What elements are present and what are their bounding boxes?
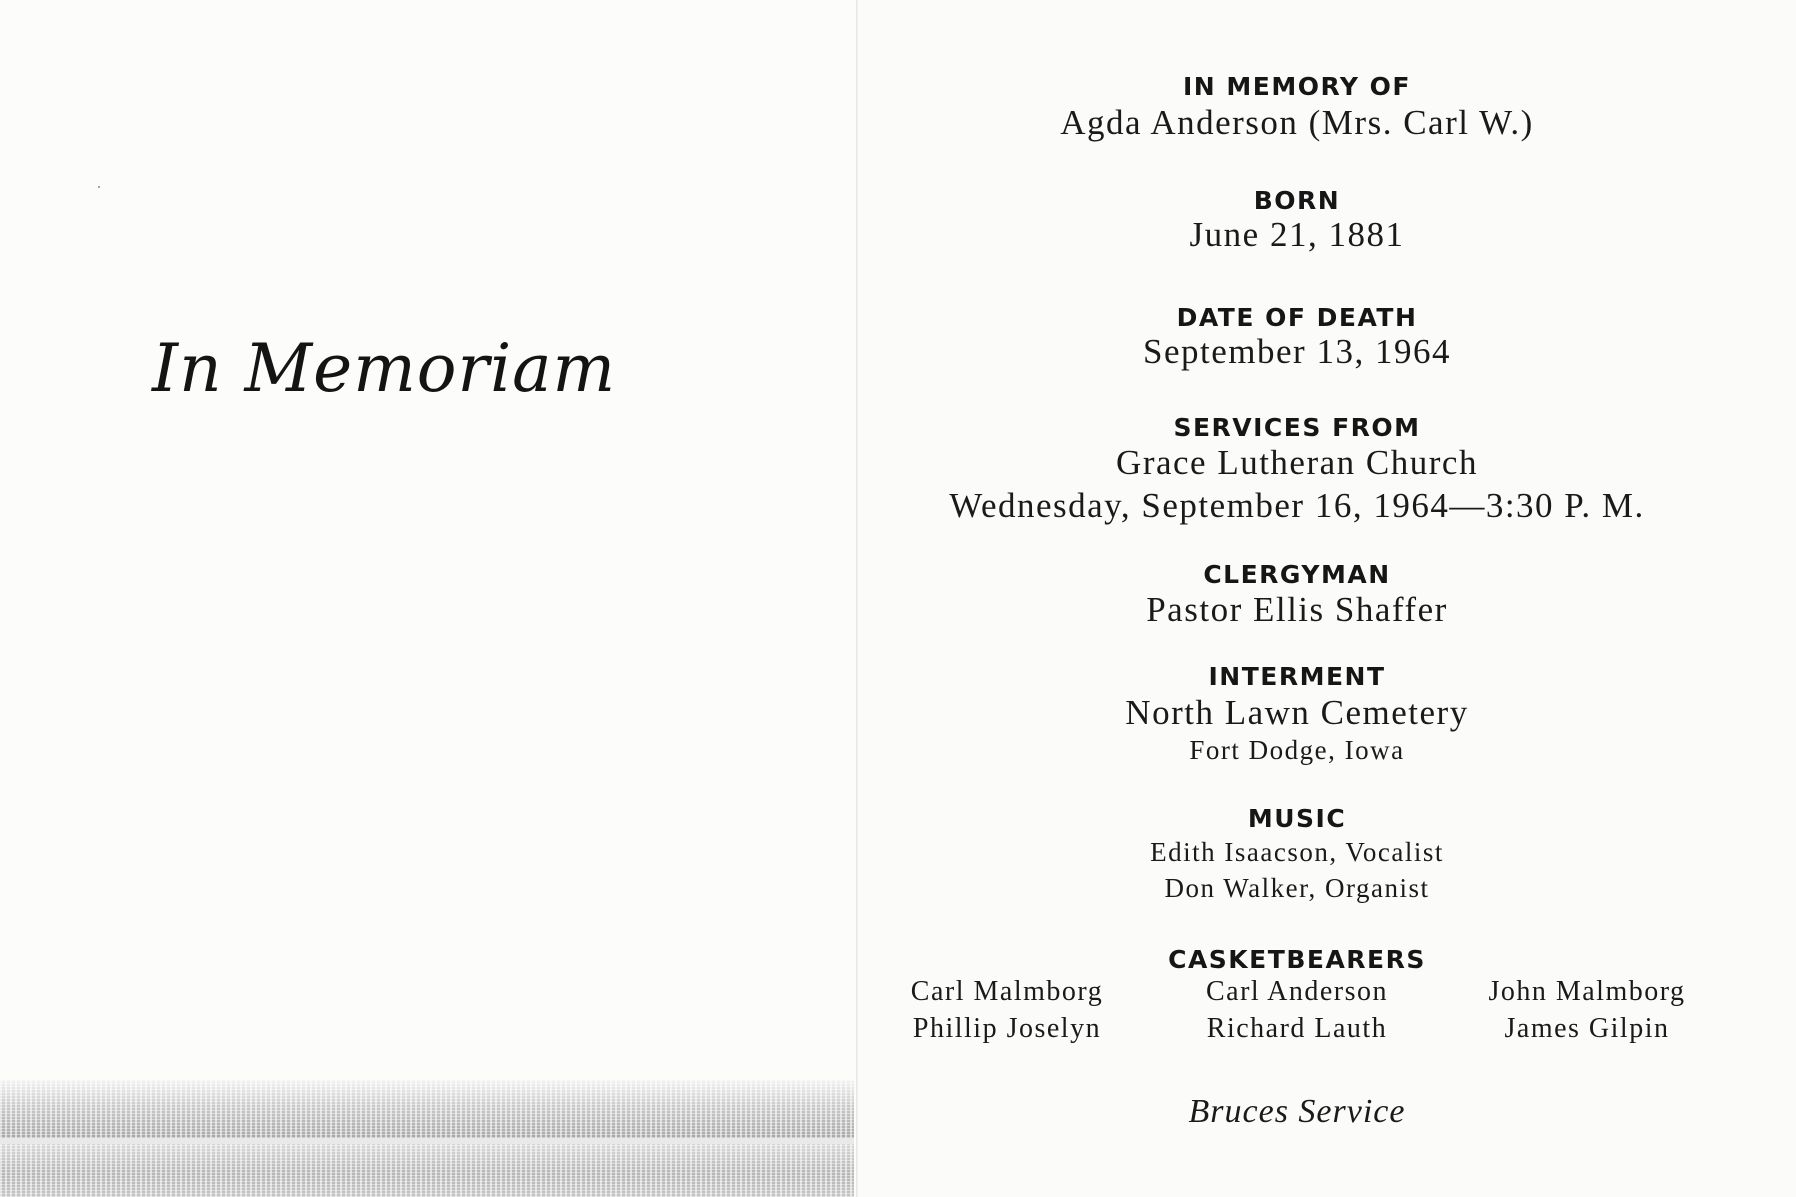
casketbearers-list-row-2 bbox=[862, 1013, 1732, 1045]
interment-cemetery: North Lawn Cemetery bbox=[1125, 693, 1469, 732]
casketbearers-heading: CASKETBEARERS bbox=[1168, 945, 1426, 974]
interment-heading: INTERMENT bbox=[1208, 662, 1386, 691]
casketbearer-name: Phillip Joselyn bbox=[912, 1013, 1102, 1044]
clergyman-name: Pastor Ellis Shaffer bbox=[1146, 590, 1448, 629]
casketbearer-name: Richard Lauth bbox=[1206, 1013, 1388, 1044]
casketbearer-name: James Gilpin bbox=[1504, 1013, 1670, 1044]
casketbearer-name: Carl Malmborg bbox=[910, 976, 1104, 1007]
music-vocalist: Edith Isaacson, Vocalist bbox=[1150, 837, 1444, 867]
fold-line bbox=[856, 0, 858, 1197]
in-memory-of-heading: IN MEMORY OF bbox=[1182, 72, 1412, 101]
service-datetime: Wednesday, September 16, 1964—3:30 P. M. bbox=[949, 486, 1645, 525]
death-date: September 13, 1964 bbox=[1143, 332, 1451, 371]
music-organist: Don Walker, Organist bbox=[1164, 873, 1430, 903]
program-panel bbox=[862, 0, 1796, 1197]
decorative-band-bottom bbox=[0, 1144, 854, 1197]
services-from-heading: SERVICES FROM bbox=[1173, 413, 1421, 442]
cover-panel bbox=[0, 0, 858, 1197]
born-heading: BORN bbox=[1253, 186, 1341, 215]
casketbearer-name: Carl Anderson bbox=[1205, 976, 1389, 1007]
decorative-band-top bbox=[0, 1080, 854, 1138]
music-heading: MUSIC bbox=[1247, 804, 1347, 833]
cover-title: In Memoriam bbox=[152, 330, 617, 407]
clergyman-heading: CLERGYMAN bbox=[1203, 560, 1391, 589]
service-venue: Grace Lutheran Church bbox=[1116, 443, 1478, 482]
birth-date: June 21, 1881 bbox=[1189, 215, 1405, 254]
casketbearer-name: John Malmborg bbox=[1488, 976, 1686, 1007]
paper-speck bbox=[98, 186, 100, 188]
casketbearers-list bbox=[862, 976, 1732, 1008]
interment-location: Fort Dodge, Iowa bbox=[1189, 735, 1405, 765]
date-of-death-heading: DATE OF DEATH bbox=[1176, 303, 1418, 332]
deceased-name: Agda Anderson (Mrs. Carl W.) bbox=[1060, 103, 1534, 142]
funeral-home: Bruces Service bbox=[1188, 1093, 1406, 1130]
